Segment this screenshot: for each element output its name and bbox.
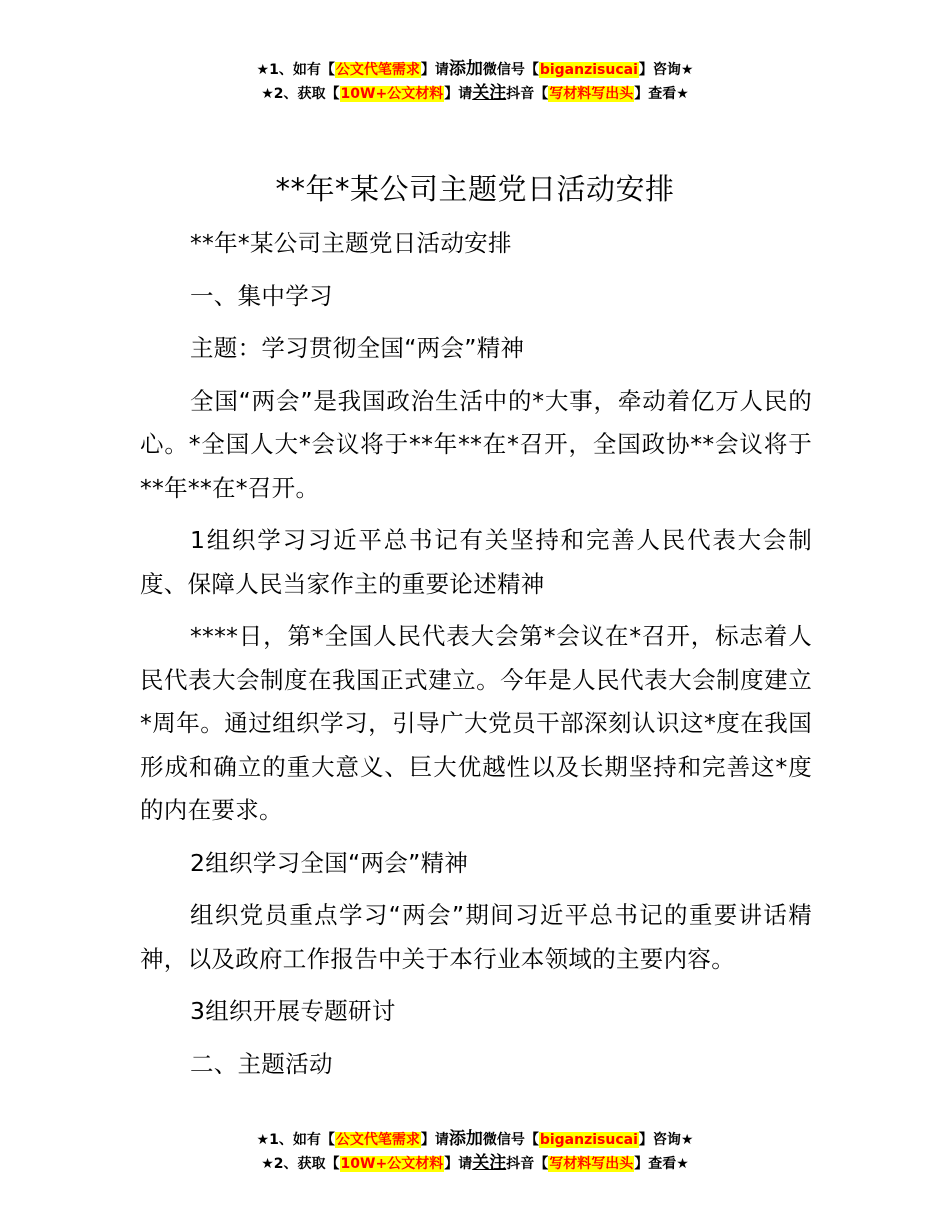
banner-line-1: ★1、如有【公文代笔需求】请添加微信号【biganzisucai】咨询★ [256, 59, 694, 79]
banner-line-1: ★1、如有【公文代笔需求】请添加微信号【biganzisucai】咨询★ [256, 1129, 694, 1149]
section-heading: 一、集中学习 [190, 281, 333, 310]
star-icon: ★ [261, 1156, 274, 1172]
paragraph: 1组织学习习近平总书记有关坚持和完善人民代表大会制度、保障人民当家作主的重要论述精神 [140, 526, 812, 598]
star-icon: ★ [256, 62, 270, 78]
document-title: **年*某公司主题党日活动安排 [275, 172, 675, 206]
highlight-service: 公文代笔需求 [335, 62, 420, 78]
star-icon: ★ [676, 86, 689, 102]
star-icon: ★ [680, 1132, 694, 1148]
paragraph: **年*某公司主题党日活动安排 [190, 229, 512, 257]
section-heading: 二、主题活动 [190, 1049, 333, 1078]
document-body [140, 222, 812, 1095]
highlight-wechat-id: biganzisucai [539, 62, 638, 78]
paragraph: 2组织学习全国“两会”精神 [190, 848, 469, 877]
paragraph: 主题：学习贯彻全国“两会”精神 [190, 334, 525, 362]
highlight-materials: 10W+公文材料 [340, 86, 444, 102]
highlight-materials: 10W+公文材料 [340, 1156, 444, 1172]
highlight-wechat-id: biganzisucai [539, 1132, 638, 1148]
star-icon: ★ [256, 1132, 270, 1148]
highlight-douyin: 写材料写出头 [549, 86, 634, 102]
highlight-service: 公文代笔需求 [335, 1132, 420, 1148]
paragraph: 组织党员重点学习“两会”期间习近平总书记的重要讲话精神，以及政府工作报告中关于本行业本领域的主要内容。 [140, 901, 812, 973]
star-icon: ★ [261, 86, 274, 102]
footer-banner [0, 1128, 950, 1176]
star-icon: ★ [676, 1156, 689, 1172]
paragraph: 全国“两会”是我国政治生活中的*大事，牵动着亿万人民的心。*全国人大*会议将于**年**在*召开，全国政协**会议将于**年**在*召开。 [140, 386, 812, 502]
header-banner [0, 58, 950, 106]
star-icon: ★ [680, 62, 694, 78]
paragraph: ****日，第*全国人民代表大会第*会议在*召开，标志着人民代表大会制度在我国正式建立。今年是人民代表大会制度建立*周年。通过组织学习，引导广大党员干部深刻认识这*度在我国形成和确立的重大意义、巨大优越性以及长期坚持和完善这*度的内在要求。 [140, 622, 812, 824]
paragraph: 3组织开展专题研讨 [190, 997, 396, 1025]
banner-line-2: ★2、获取【10W+公文材料】请关注抖音【写材料写出头】查看★ [261, 83, 689, 103]
banner-line-2: ★2、获取【10W+公文材料】请关注抖音【写材料写出头】查看★ [261, 1153, 689, 1173]
highlight-douyin: 写材料写出头 [549, 1156, 634, 1172]
